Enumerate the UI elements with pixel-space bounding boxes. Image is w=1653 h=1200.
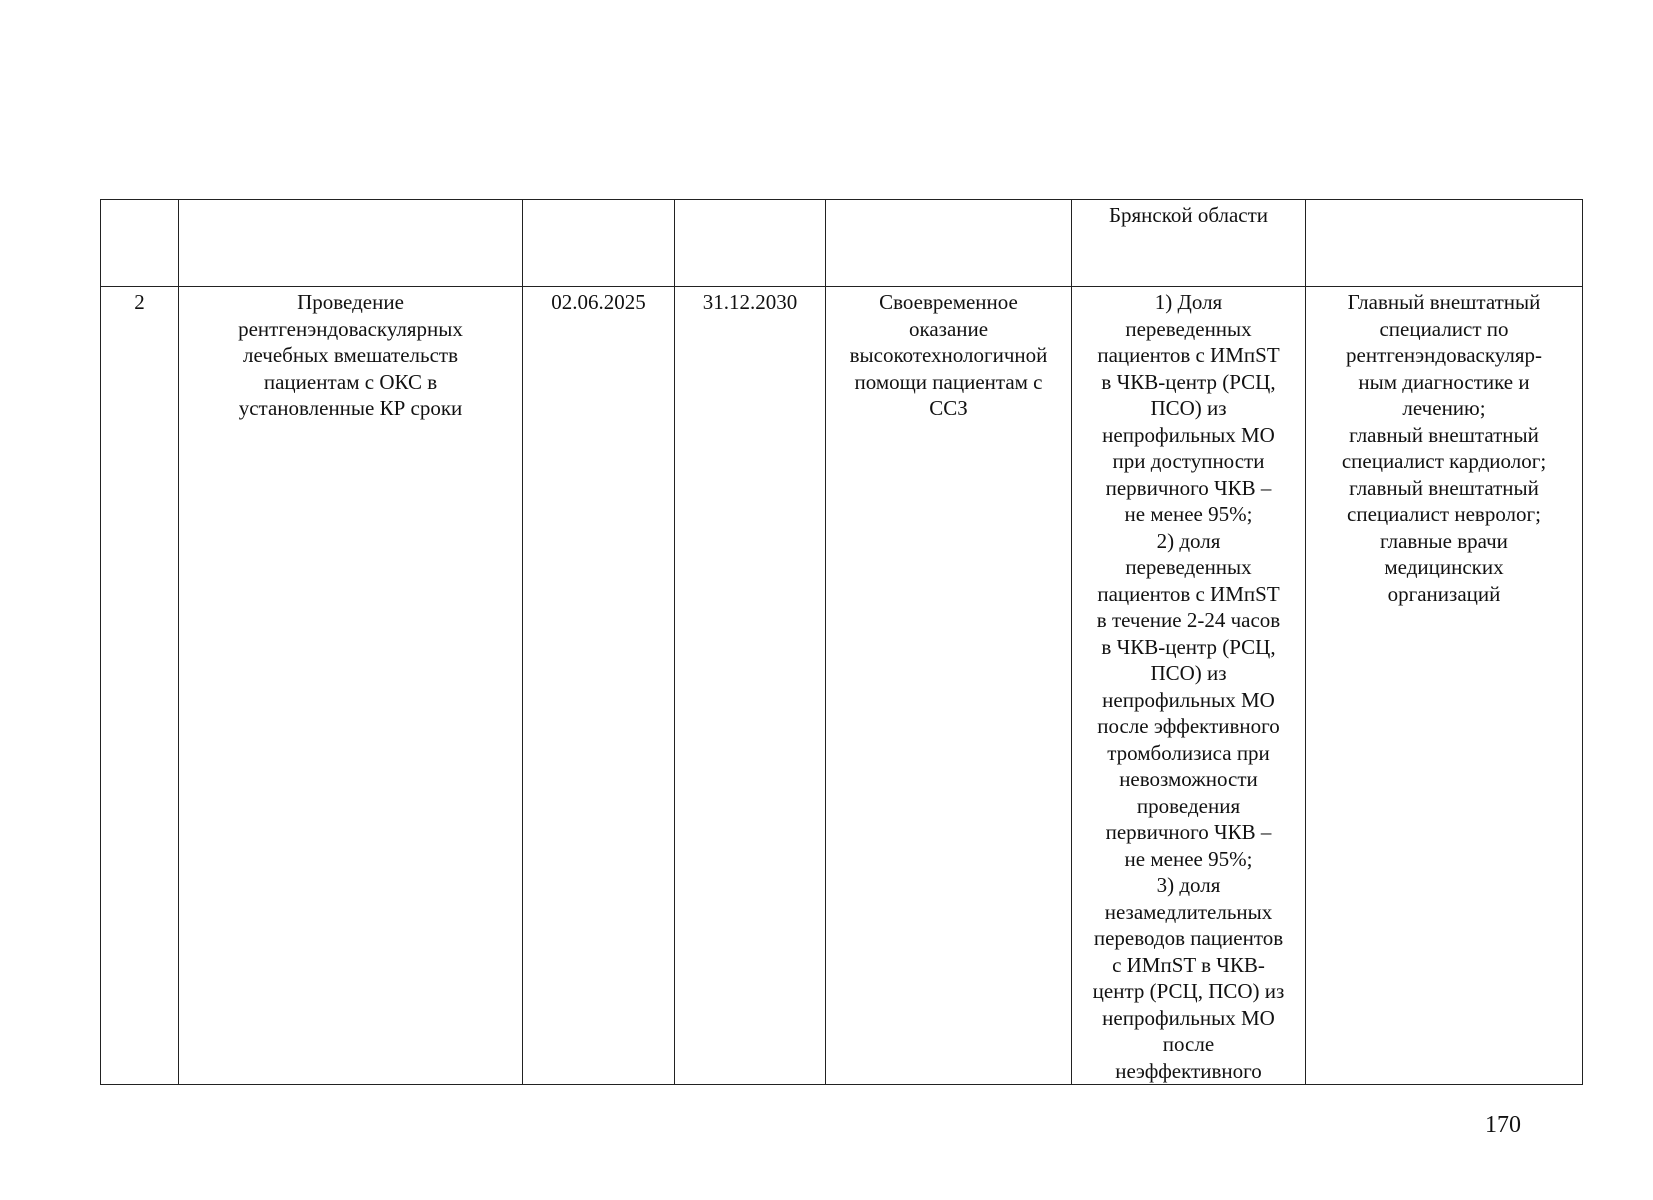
cell-result <box>826 200 1072 287</box>
cell-indicator <box>1072 200 1306 287</box>
cell-responsible <box>1306 200 1583 287</box>
measures-table <box>100 199 1583 1085</box>
cell-responsible <box>1306 287 1583 1085</box>
cell-result <box>826 287 1072 1085</box>
cell-end-date <box>675 287 826 1085</box>
cell-name <box>179 200 523 287</box>
page-number: 170 <box>1485 1112 1521 1138</box>
measure-name: Проведение рентгенэндоваскулярных лечебных вмешательств пациентам с ОКС в установленные КР сроки <box>238 290 463 420</box>
start-date: 02.06.2025 <box>551 290 646 314</box>
expected-result: Своевременное оказание высокотехнологичной помощи пациентам с ССЗ <box>849 290 1048 420</box>
cell-number <box>101 287 179 1085</box>
cell-start-date <box>523 287 675 1085</box>
table-row <box>101 287 1583 1085</box>
cell-number <box>101 200 179 287</box>
cell-name <box>179 287 523 1085</box>
indicator-text: Брянской области <box>1108 203 1269 227</box>
indicator-text: 1) Доля переведенных пациентов с ИМпST в ЧКВ-центр (РСЦ, ПСО) из непрофильных МО при доступности первичного ЧКВ – не менее 95%; 2) доля переведенных пациентов с ИМпST в течение 2-24 часов в ЧКВ-центр (РСЦ, ПСО) из непрофильных МО после эффективного тромболизиса при невозможности проведения первичного ЧКВ – не менее 95%; 3) доля незамедлительных переводов пациентов с ИМпST в ЧКВ- центр (РСЦ, ПСО) из непрофильных МО после неэффективного <box>1092 290 1285 1083</box>
end-date: 31.12.2030 <box>702 290 798 314</box>
cell-start-date <box>523 200 675 287</box>
table-row-continuation <box>101 200 1583 287</box>
cell-indicator <box>1072 287 1306 1085</box>
responsible-persons: Главный внештатный специалист по рентгенэндоваскуляр- ным диагностике и лечению; главный внештатный специалист кардиолог; главный внештатный специалист невролог; главные врачи медицинских организаций <box>1341 290 1547 606</box>
cell-end-date <box>675 200 826 287</box>
row-number: 2 <box>134 290 145 314</box>
